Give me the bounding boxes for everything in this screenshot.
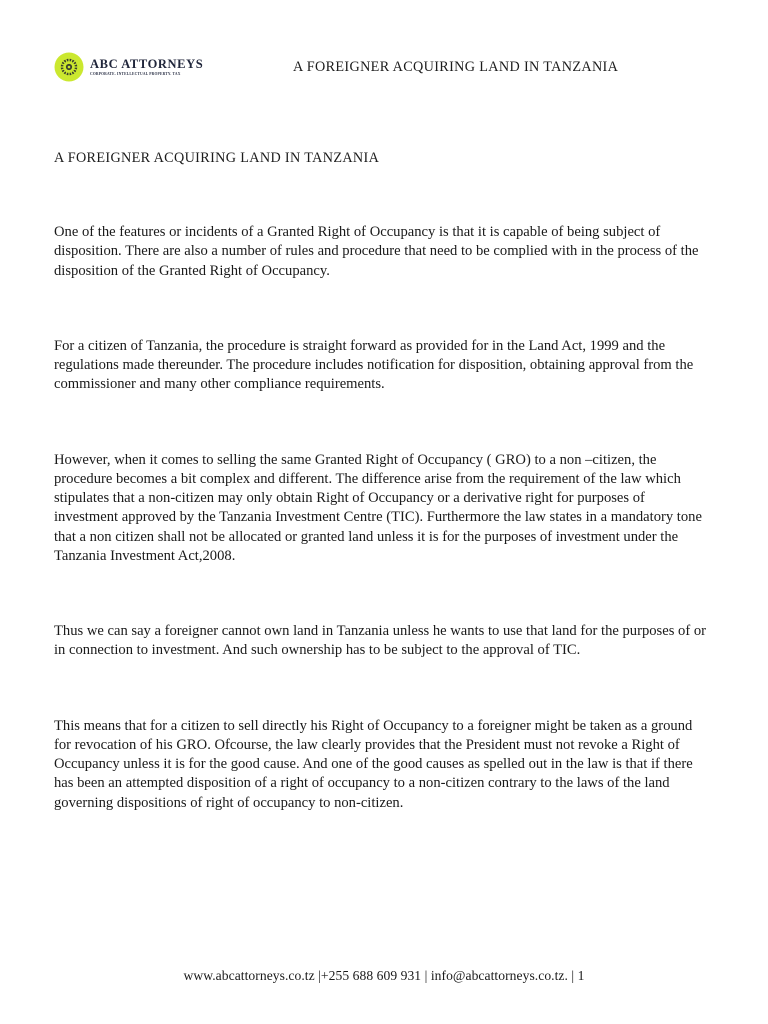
brand-tagline: CORPORATE. INTELLECTUAL PROPERTY. TAX bbox=[90, 71, 181, 76]
document-body bbox=[54, 150, 710, 813]
sunburst-gear-icon bbox=[54, 52, 84, 82]
paragraph-4: Thus we can say a foreigner cannot own land in Tanzania unless he wants to use that land for the purposes of or in connection to investment. And such ownership has to be subject to the approval of TIC. bbox=[54, 623, 706, 659]
spacer bbox=[54, 281, 710, 337]
spacer bbox=[54, 395, 710, 451]
paragraph-1: One of the features or incidents of a Granted Right of Occupancy is that it is capable of being subject of disposition. There are also a number of rules and procedure that need to be complied with in the process of the disposition of the Granted Right of Occupancy. bbox=[54, 224, 699, 279]
spacer bbox=[54, 167, 710, 223]
page-footer: www.abcattorneys.co.tz |+255 688 609 931 | info@abcattorneys.co.tz. | 1 bbox=[183, 968, 585, 983]
paragraph-5: This means that for a citizen to sell directly his Right of Occupancy to a foreigner might be taken as a ground for revocation of his GRO. Ofcourse, the law clearly provides that the President must not revoke a Right of Occupancy unless it is for the good cause. And one of the good causes as spelled out in the law is that if there has been an attempted disposition of a right of occupancy to a non-citizen contrary to the laws of the land governing dispositions of right of occupancy to non-citizen. bbox=[54, 717, 693, 811]
spacer bbox=[54, 566, 710, 622]
page-title: A FOREIGNER ACQUIRING LAND IN TANZANIA bbox=[54, 150, 380, 166]
paragraph-2: For a citizen of Tanzania, the procedure is straight forward as provided for in the Land Act, 1999 and the regulations made thereunder. The procedure includes notification for disposition, obtaining approval from the commissioner and many other compliance requirements. bbox=[54, 337, 694, 393]
brand-logo bbox=[54, 52, 203, 82]
page-header bbox=[54, 44, 714, 90]
paragraph-3: However, when it comes to selling the same Granted Right of Occupancy ( GRO) to a non –citizen, the procedure becomes a bit complex and different. The difference arise from the requirement of the law which stipulates that a non-citizen may only obtain Right of Occupancy or a derivative right for purposes of investment approved by the Tanzania Investment Centre (TIC). Furthermore the law states in a mandatory tone that a non citizen shall not be allocated or granted land unless it is for the purposes of investment under the Tanzania Investment Act,2008. bbox=[54, 451, 702, 564]
brand-name: ABC ATTORNEYS bbox=[90, 56, 204, 71]
brand-text-block bbox=[90, 58, 203, 76]
header-title: A FOREIGNER ACQUIRING LAND IN TANZANIA bbox=[293, 58, 619, 75]
spacer bbox=[54, 661, 710, 717]
